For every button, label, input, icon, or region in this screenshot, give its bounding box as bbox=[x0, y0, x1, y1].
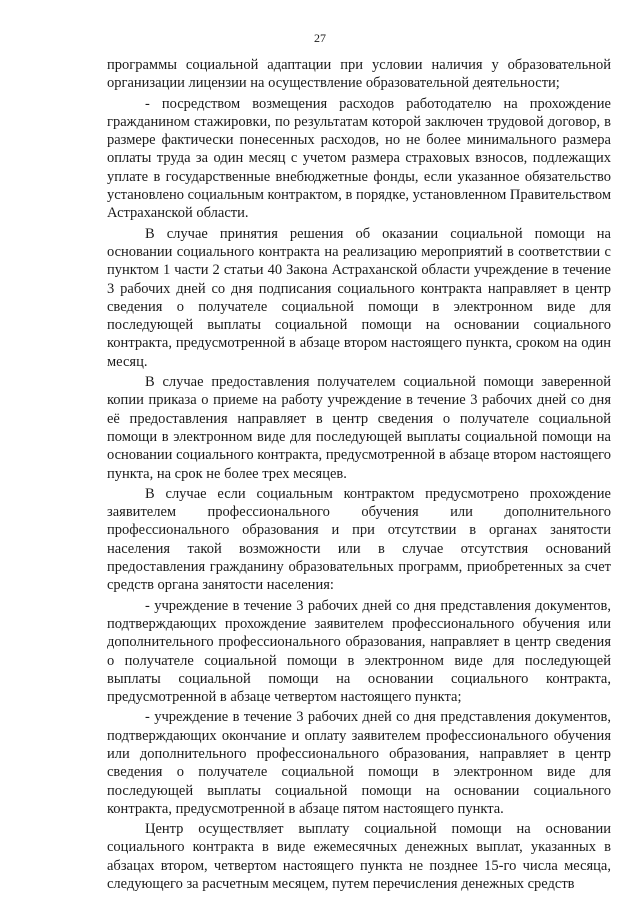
paragraph-8: Центр осуществляет выплату социальной помощи на основании социального контракта в виде ежемесячных денежных выплат, указанных в абзацах втором, четвертом настоящего пункта не позднее 15-го числа месяца, следующего за расчетным месяцем, путем перечисления денежных средств bbox=[107, 821, 611, 893]
paragraph-2: - посредством возмещения расходов работодателю на прохождение гражданином стажировки, по результатам которой заключен трудовой договор, в размере фактически понесенных расходов, но не более минимального размера оплаты труда за один месяц с учетом размера страховых взносов, подлежащих уплате в государственные внебюджетные фонды, если указанное обязательство установлено социальным контрактом, в порядке, установленном Правительством Астраханской области. bbox=[107, 95, 611, 222]
page-number: 27 bbox=[314, 31, 326, 45]
paragraph-5: В случае если социальным контрактом предусмотрено прохождение заявителем профессионального обучения или дополнительного профессионального образования и при отсутствии в органах занятости населения такой возможности или в случае отсутствия оснований предоставления гражданину образовательных программ, приобретенных за счет средств органа занятости населения: bbox=[107, 485, 611, 594]
paragraph-7: - учреждение в течение 3 рабочих дней со дня представления документов, подтверждающих окончание и оплату заявителем профессионального обучения или дополнительного профессионального образования, направляет в центр сведения о получателе социальной помощи в электронном виде для последующей выплаты социальной помощи на основании социального контракта, предусмотренной в абзаце пятом настоящего пункта. bbox=[107, 709, 611, 817]
paragraph-6: - учреждение в течение 3 рабочих дней со дня представления документов, подтверждающих прохождение заявителем профессионального обучения или дополнительного профессионального образования, направляет в центр сведения о получателе социальной помощи в электронном виде для последующей выплаты социальной помощи на основании социального контракта, предусмотренной в абзаце четвертом настоящего пункта; bbox=[107, 597, 611, 706]
paragraph-4: В случае предоставления получателем социальной помощи заверенной копии приказа о приеме на работу учреждение в течение 3 рабочих дней со дня её предоставления направляет в центр сведения о получателе социальной помощи в электронном виде для последующей выплаты социальной помощи на основании социального контракта, предусмотренной в абзаце втором настоящего пункта, на срок не более трех месяцев. bbox=[107, 374, 611, 482]
document-body bbox=[107, 56, 611, 893]
paragraph-3: В случае принятия решения об оказании социальной помощи на основании социального контракта на реализацию мероприятий в соответствии с пунктом 1 части 2 статьи 40 Закона Астраханской области учреждение в течение 3 рабочих дней со дня подписания социального контракта направляет в центр сведения о получателе социальной помощи в электронном виде для последующей выплаты социальной помощи на основании социального контракта, предусмотренной в абзаце втором настоящего пункта, сроком на один месяц. bbox=[107, 225, 611, 370]
paragraph-1: программы социальной адаптации при условии наличия у образовательной организации лицензии на осуществление образовательной деятельности; bbox=[107, 57, 611, 92]
